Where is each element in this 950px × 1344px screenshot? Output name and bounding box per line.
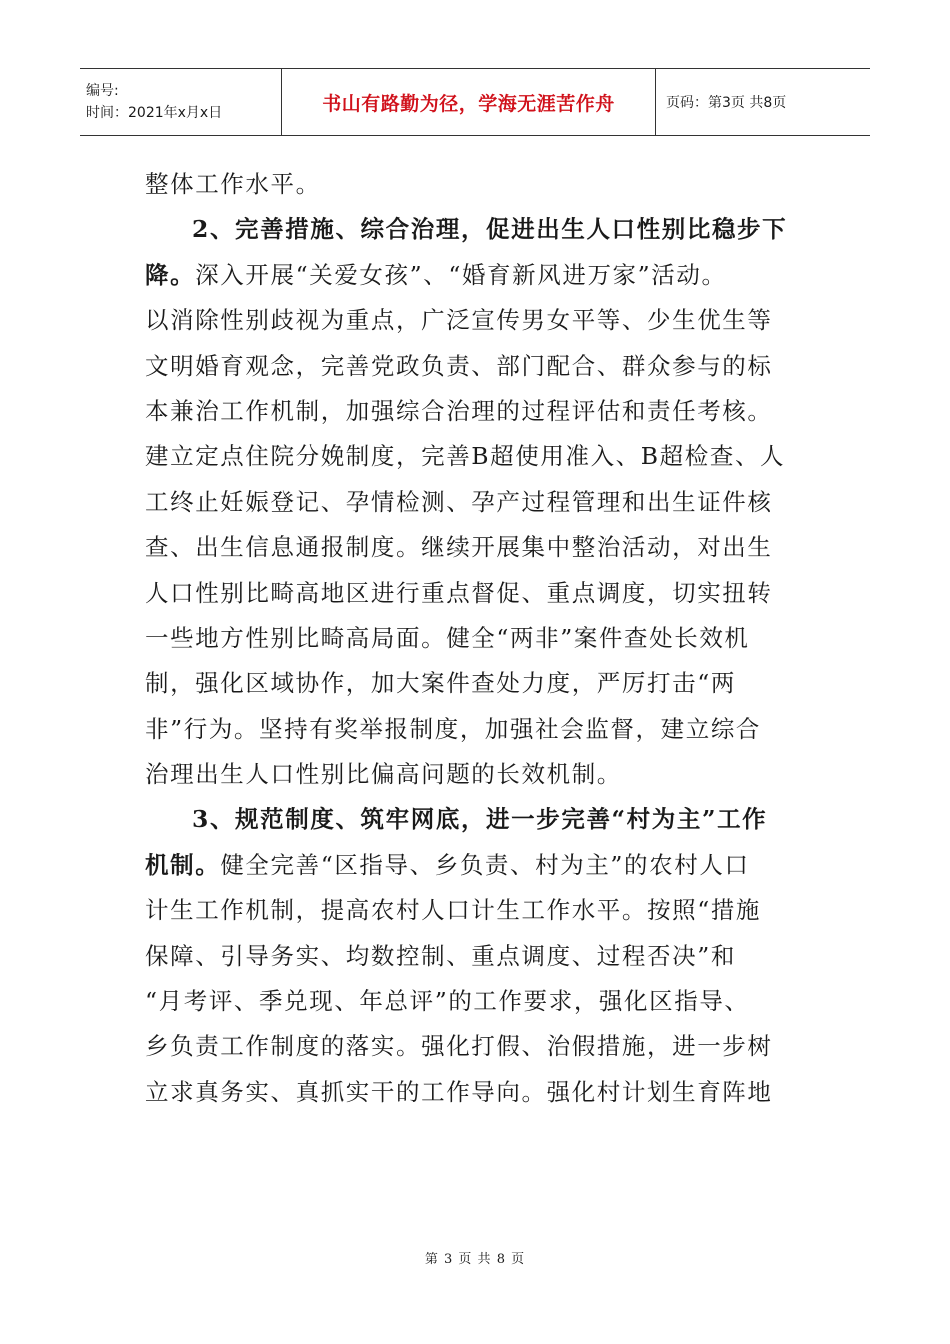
text-line xyxy=(145,344,805,389)
text-line xyxy=(145,661,805,706)
text-line xyxy=(145,1024,805,1069)
document-time-label: 时间：2021年x月x日 xyxy=(86,105,223,121)
text-line xyxy=(145,480,805,525)
line-text: “月考评、季兑现、年总评”的工作要求，强化区指导、 xyxy=(145,987,750,1016)
text-line xyxy=(145,934,805,979)
paragraph xyxy=(145,797,805,1115)
document-body xyxy=(145,162,805,1115)
line-text: 本兼治工作机制，加强综合治理的过程评估和责任考核。 xyxy=(145,396,773,425)
page-header xyxy=(80,68,870,136)
header-left xyxy=(80,69,282,135)
paragraph xyxy=(145,162,805,207)
header-page-info: 页码：第3页 共8页 xyxy=(666,95,787,111)
line-text: 查、出生信息通报制度。继续开展集中整治活动，对出生 xyxy=(145,533,773,562)
line-text: 以消除性别歧视为重点，广泛宣传男女平等、少生优生等 xyxy=(145,306,773,335)
line-text: 非”行为。坚持有奖举报制度，加强社会监督，建立综合 xyxy=(145,714,762,743)
line-text: 工终止妊娠登记、孕情检测、孕产过程管理和出生证件核 xyxy=(145,487,773,516)
text-line xyxy=(145,389,805,434)
header-motto: 书山有路勤为径，学海无涯苦作舟 xyxy=(322,92,615,115)
line-text: 保障、引导务实、均数控制、重点调度、过程否决”和 xyxy=(145,941,736,970)
text-line xyxy=(145,571,805,616)
text-line xyxy=(145,843,805,888)
line-text: 一些地方性别比畸高局面。健全“两非”案件查处长效机 xyxy=(145,623,750,652)
text-line xyxy=(145,797,805,842)
text-line xyxy=(145,1070,805,1115)
text-line xyxy=(145,207,805,252)
text-line xyxy=(145,752,805,797)
text-line xyxy=(145,616,805,661)
line-text: 立求真务实、真抓实干的工作导向。强化村计划生育阵地 xyxy=(145,1077,773,1106)
text-line xyxy=(145,525,805,570)
line-text: 计生工作机制，提高农村人口计生工作水平。按照“措施 xyxy=(145,896,762,925)
text-line xyxy=(145,434,805,479)
page-footer: 第 3 页 共 8 页 xyxy=(424,1252,526,1267)
line-text: 整体工作水平。 xyxy=(145,170,321,198)
text-line xyxy=(145,162,805,207)
line-text: 建立定点住院分娩制度，完善B超使用准入、B超检查、人 xyxy=(145,442,786,471)
line-text: 深入开展“关爱女孩”、“婚育新风进万家”活动。 xyxy=(195,260,727,289)
text-line xyxy=(145,888,805,933)
section-heading: 3、规范制度、筑牢网底，进一步完善“村为主”工作 xyxy=(192,805,768,834)
line-text: 人口性别比畸高地区进行重点督促、重点调度，切实扭转 xyxy=(145,578,773,607)
section-heading: 机制。 xyxy=(145,850,221,879)
text-line xyxy=(145,253,805,298)
header-motto-cell xyxy=(282,69,656,135)
line-text: 治理出生人口性别比偏高问题的长效机制。 xyxy=(145,760,622,789)
document-number-label: 编号: xyxy=(86,83,119,99)
text-line xyxy=(145,707,805,752)
section-heading: 2、完善措施、综合治理，促进出生人口性别比稳步下 xyxy=(192,215,788,244)
line-text: 乡负责工作制度的落实。强化打假、治假措施，进一步树 xyxy=(145,1032,773,1061)
section-heading: 降。 xyxy=(145,260,196,289)
line-text: 文明婚育观念，完善党政负责、部门配合、群众参与的标 xyxy=(145,351,773,380)
paragraph xyxy=(145,207,805,797)
line-text: 制，强化区域协作，加大案件查处力度，严厉打击“两 xyxy=(145,669,736,698)
text-line xyxy=(145,298,805,343)
text-line xyxy=(145,979,805,1024)
line-text: 健全完善“区指导、乡负责、村为主”的农村人口 xyxy=(220,850,750,879)
